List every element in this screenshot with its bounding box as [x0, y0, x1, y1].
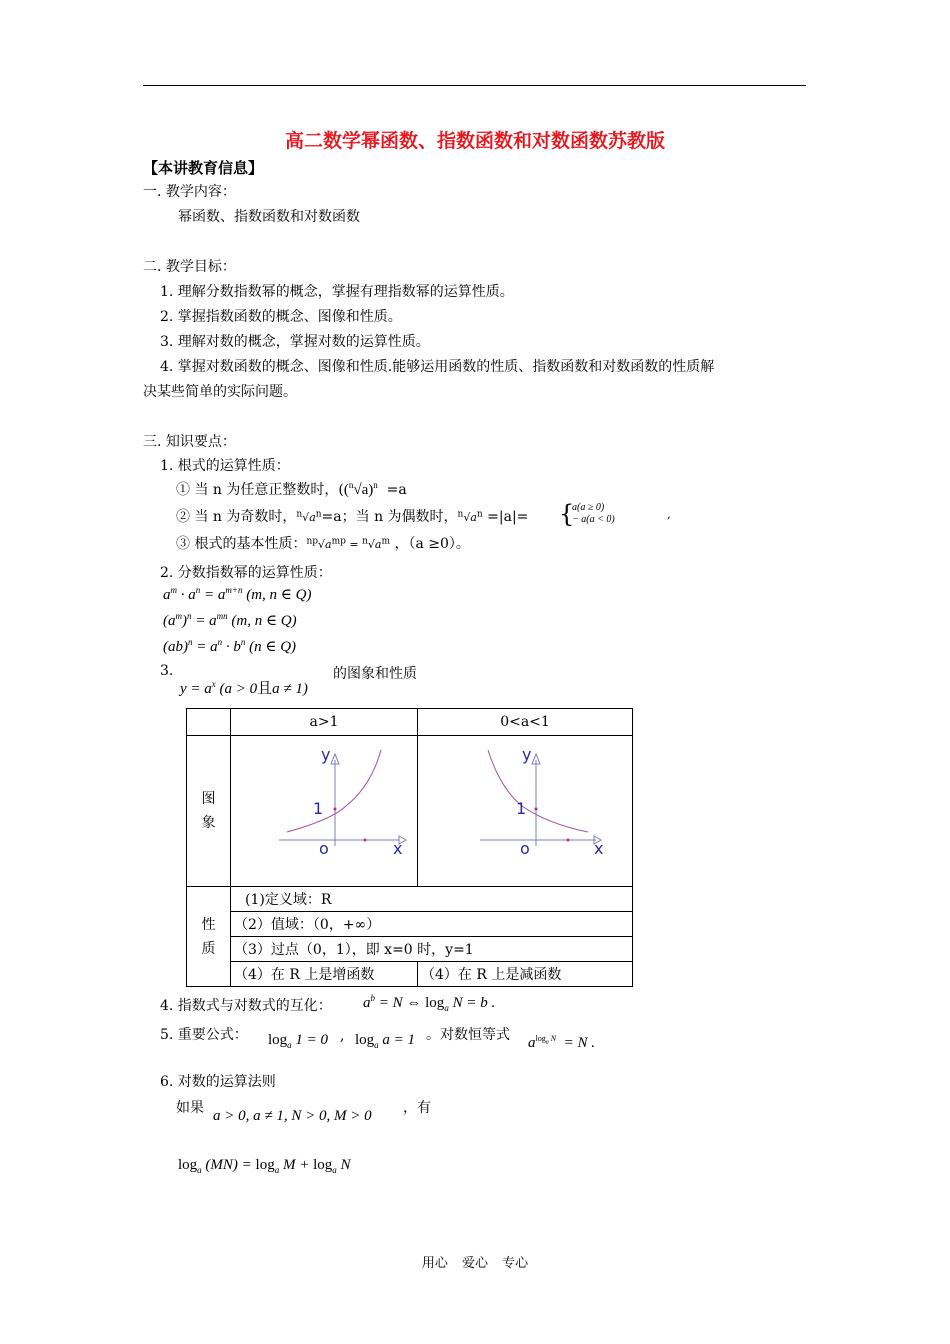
- point2-heading: 2. 分数指数幂的运算性质：: [160, 565, 332, 581]
- decreasing-graph: [418, 736, 632, 886]
- radical-rule-2: [176, 506, 528, 526]
- rule2-radical-even: $^n√a^n$: [457, 509, 483, 524]
- exponential-properties-table: [186, 708, 633, 987]
- rule3-prefix: ③ 根式的基本性质：: [176, 536, 307, 552]
- point3-number: 3.: [160, 663, 174, 679]
- point1-heading: 1. 根式的运算性质：: [160, 458, 290, 474]
- prop-increasing: （4）在 R 上是增函数: [231, 962, 418, 987]
- rule3-suffix: ，（a ≥0）。: [394, 536, 470, 552]
- header-a-lt-1: 0<a<1: [418, 709, 633, 736]
- point4-text: 4. 指数式与对数式的互化：: [160, 998, 332, 1014]
- log-product-rule: $\log_a (MN) = \log_a M + \log_a N$: [178, 1157, 351, 1175]
- x-axis-label: x: [594, 839, 604, 858]
- goal-item: 2. 掌握指数函数的概念、图像和性质。: [160, 309, 402, 325]
- point4-formula: $a^b = N$ ⇔ $\log_a N = b$ .: [363, 993, 496, 1013]
- piecewise-case-2: − a(a < 0): [572, 514, 615, 525]
- y-axis-label: y: [522, 745, 532, 764]
- section1-heading: 一. 教学内容：: [143, 184, 236, 200]
- point6-heading: 6. 对数的运算法则: [160, 1074, 276, 1090]
- case-brace: {: [559, 500, 575, 528]
- props-row-label: [187, 887, 231, 987]
- header-rule: [143, 85, 806, 86]
- prop-decreasing: （4）在 R 上是减函数: [418, 962, 633, 987]
- point3-formula: $y = a^x$ (a > 0且a ≠ 1): [180, 679, 308, 697]
- rule2-mid: =a；当 n 为偶数时，: [321, 509, 458, 525]
- point3-suffix: 的图象和性质: [333, 666, 417, 682]
- point5-text: 5. 重要公式：: [160, 1027, 248, 1043]
- rule2-abs: =|a|=: [487, 509, 529, 525]
- header-a-gt-1: a>1: [231, 709, 418, 736]
- log-condition: a > 0, a ≠ 1, N > 0, M > 0: [213, 1108, 372, 1124]
- origin-label: o: [520, 839, 530, 858]
- rule1-suffix: =a: [386, 482, 407, 498]
- exponent-formula-2: $(a^m)^n = a^{mn}$ (m, n ∈ Q): [163, 611, 297, 629]
- graph-cell-decreasing: [418, 736, 633, 887]
- exponent-formula-3: $(ab)^n = a^n \cdot b^n$ (n ∈ Q): [163, 637, 297, 655]
- rule1-radical: $(^n√a)^n$: [343, 480, 378, 498]
- goal-item: 3. 理解对数的概念，掌握对数的运算性质。: [160, 334, 430, 350]
- identity-label: 。对数恒等式: [426, 1027, 510, 1043]
- section1-content: 幂函数、指数函数和对数函数: [178, 209, 360, 225]
- log-identity: $a^{log_a N} = N$ .: [528, 1034, 595, 1051]
- radical-rule-3: [176, 533, 470, 553]
- section2-heading: 二. 教学目标：: [143, 259, 236, 275]
- prop-range: （2）值域：（0，+∞）: [231, 912, 633, 937]
- x-axis-label: x: [393, 839, 403, 858]
- comma: ,: [667, 507, 671, 521]
- radical-rule-1: [176, 479, 407, 499]
- comma: ,: [340, 1028, 345, 1044]
- rule2-radical-odd: $^n√a^n$: [296, 509, 322, 524]
- one-label: 1: [313, 799, 324, 818]
- log-of-base: $\log_a a = 1$: [355, 1032, 416, 1050]
- rule1-prefix: ① 当 n 为任意正整数时，(: [176, 482, 344, 498]
- then-text: ，有: [403, 1100, 431, 1116]
- origin-label: o: [319, 839, 329, 858]
- rule3-formula: $^{np}√a^{mp} = ^n√a^m$: [306, 536, 391, 551]
- graph-row-label: [187, 736, 231, 887]
- one-label: 1: [516, 799, 527, 818]
- exponent-formula-1: $a^m \cdot a^n = a^{m+n}$ (m, n ∈ Q): [163, 585, 312, 603]
- y-axis-label: y: [321, 745, 331, 764]
- piecewise-case-1: a(a ≥ 0): [572, 502, 605, 513]
- log-of-one: $\log_a 1 = 0$: [268, 1032, 329, 1050]
- goal-item: 4. 掌握对数函数的概念、图像和性质.能够运用函数的性质、指数函数和对数函数的性质解: [160, 359, 715, 375]
- page-footer: 用心 爱心 专心: [421, 1256, 529, 1271]
- goal-item: 1. 理解分数指数幂的概念，掌握有理指数幂的运算性质。: [160, 284, 514, 300]
- section-info-heading: 【本讲教育信息】: [143, 159, 264, 177]
- graph-label-char: 图: [201, 791, 216, 807]
- rule2-prefix: ② 当 n 为奇数时，: [176, 509, 297, 525]
- graph-label-char: 象: [201, 815, 216, 831]
- prop-domain: (1)定义域：R: [231, 887, 633, 912]
- props-label-char: 质: [201, 940, 216, 957]
- prop-point: （3）过点（0，1），即 x=0 时，y=1: [231, 937, 633, 962]
- graph-cell-increasing: [231, 736, 418, 887]
- increasing-graph: [231, 736, 417, 886]
- table-corner: [187, 709, 231, 736]
- goal-item-continued: 决某些简单的实际问题。: [143, 384, 297, 400]
- document-title: 高二数学幂函数、指数函数和对数函数苏教版: [284, 130, 665, 152]
- section3-heading: 三. 知识要点：: [143, 434, 236, 450]
- if-text: 如果: [176, 1100, 204, 1116]
- props-label-char: 性: [201, 916, 216, 933]
